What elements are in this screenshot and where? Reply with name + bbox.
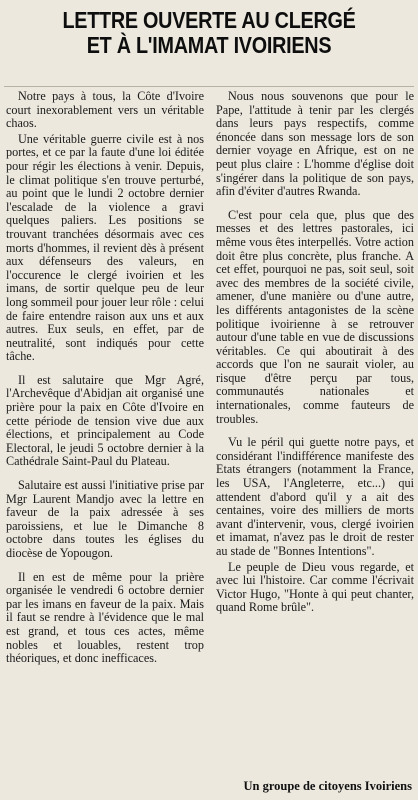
signature: Un groupe de citoyens Ivoiriens bbox=[243, 779, 412, 793]
headline-line-2: ET À L'IMAMAT IVOIRIENS bbox=[86, 32, 332, 58]
right-column bbox=[216, 90, 414, 780]
headline-divider bbox=[4, 86, 414, 87]
paragraph: Nous nous souvenons que pour le Pape, l'attitude à tenir par les clergés dans leurs pays respectifs, comme énoncée dans son message lors de son dernier voyage en Afrique, est on ne peut plus claire : L'homme d'église doit s'ingérer dans la politique de son pays, afin d'éviter d'autres Rwanda. bbox=[216, 90, 414, 199]
paragraph: Vu le péril qui guette notre pays, et considérant l'indifférence manifeste des Etats étrangers (notamment la France, les USA, l'Angleterre, etc...) qui attendent d'abord qu'il y a ait des centaines, voire des milliers de morts avant d'intervenir, vous, clergé ivoirien et imamat, n'avez pas le droit de rester au stade de "Bonnes Intentions". bbox=[216, 435, 414, 558]
headline bbox=[34, 8, 383, 58]
paragraph: Salutaire est aussi l'initiative prise par Mgr Laurent Mandjo avec la lettre en faveur de la paix adressée à ses paroissiens, et lue le Dimanche 8 octobre dans toutes les églises du diocèse de Yopougon. bbox=[6, 478, 204, 560]
left-column bbox=[6, 90, 204, 780]
paragraph: Notre pays à tous, la Côte d'Ivoire court inexorablement vers un véritable chaos. bbox=[6, 90, 204, 131]
paragraph: Le peuple de Dieu vous regarde, et avec lui l'histoire. Car comme l'écrivait Victor Hugo, "Honte à qui peut chanter, quand Rome brûle". bbox=[216, 559, 414, 615]
article-body bbox=[6, 90, 414, 780]
headline-line-1: LETTRE OUVERTE AU CLERGÉ bbox=[62, 7, 356, 33]
paragraph: Une véritable guerre civile est à nos portes, et ce par la faute d'une loi éditée pour régir les élections à venir. Depuis, le climat politique s'en trouve perturbé, au point que le lundi 2 octobre dernier l'escalade de la violence a gravi quelques paliers. Les positions se trouvant tranchées désormais avec ces morts d'hommes, il revient dès à présent aux défenseurs des valeurs, en l'occurence le clergé ivoirien et les imans, de sortir quelque peu de leur long sommeil pour jouer leur rôle : celui de faire entendre raison aux uns et aux autres. Eux seuls, en effet, par de neutralité, sont indiqués pour cette tâche. bbox=[6, 131, 204, 364]
paragraph: C'est pour cela que, plus que des messes et des lettres pastorales, ici même vous êtes interpellés. Votre action doit être plus concrète, plus franche. A cet effet, pourquoi ne pas, soit seul, soit avec des membres de la société civile, amener, d'une manière ou d'une autre, les différents antagonistes de la scène politique ivoirienne à se retrouver autour d'une table en vue de discussions véritables. Ce qui aboutirait à des accords que l'on ne saurait violer, au risque d'être perçu par tous, communautés nationales et internationales, comme fauteurs de troubles. bbox=[216, 207, 414, 426]
paragraph: Il est salutaire que Mgr Agré, l'Archevêque d'Abidjan ait organisé une prière pour la paix en Côte d'Ivoire en cette période de tension vive due aux élections, et principalement au Code Electoral, le jeudi 5 octobre dernier à la Cathédrale Saint-Paul du Plateau. bbox=[6, 372, 204, 469]
paragraph: Il en est de même pour la prière organisée le vendredi 6 octobre dernier par les imans en faveur de la paix. Mais il faut se rendre à l'évidence que le mal est grand, et tous ces actes, même nobles et louables, restent trop théoriques, et donc inefficaces. bbox=[6, 569, 204, 666]
